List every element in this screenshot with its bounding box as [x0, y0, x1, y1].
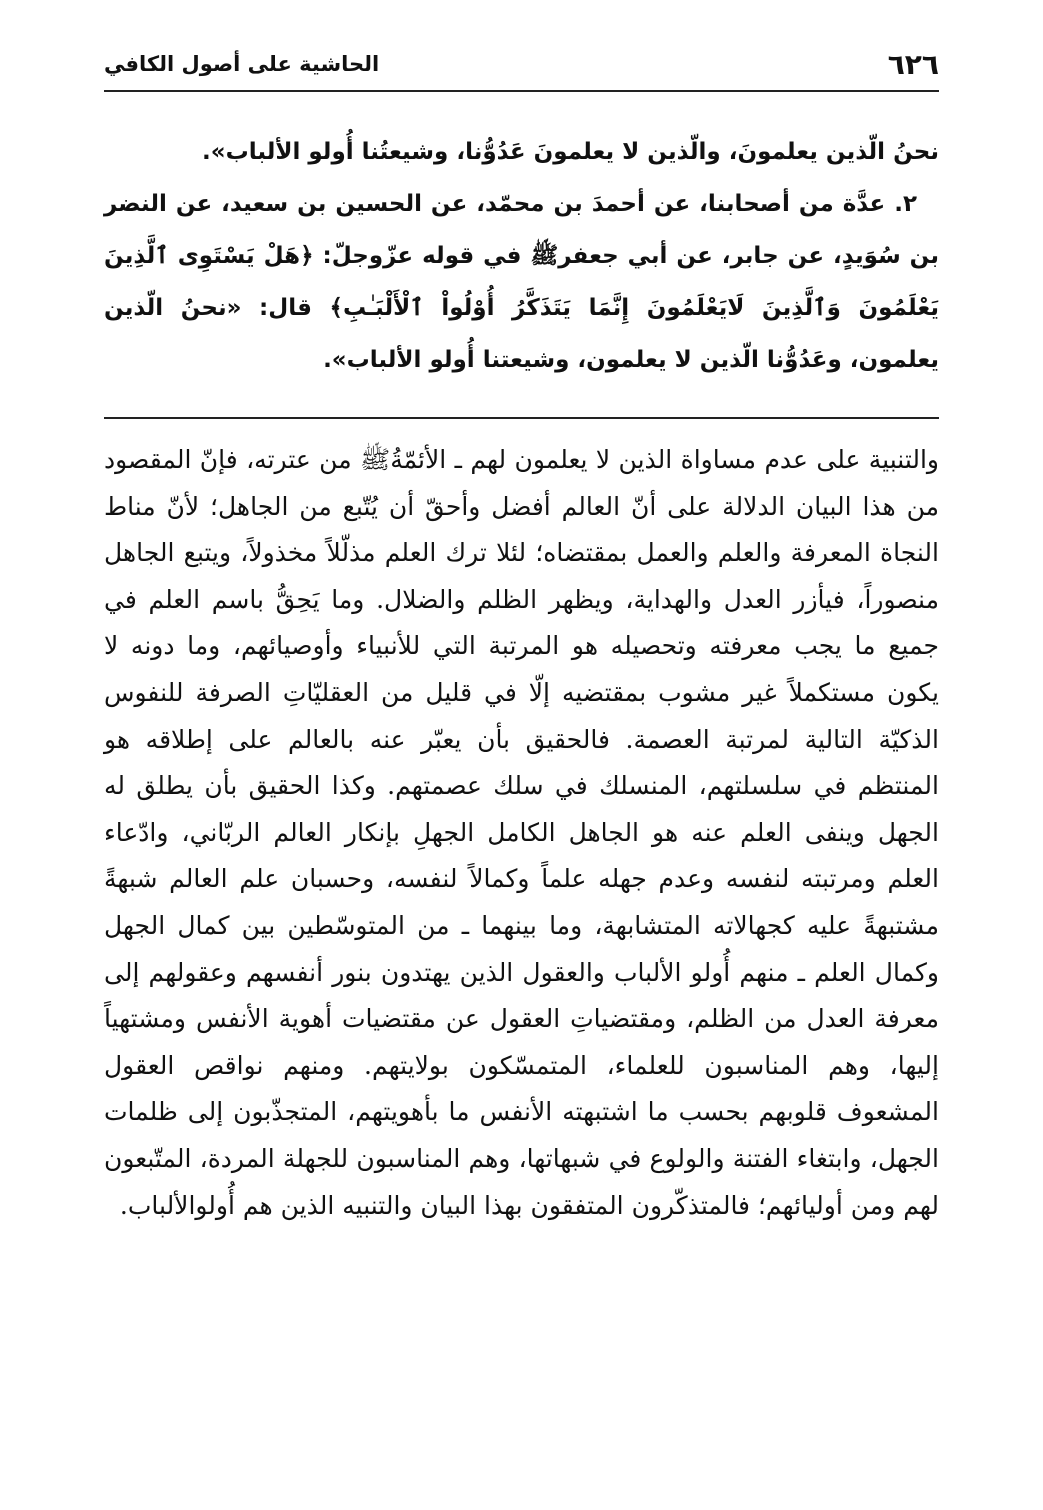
- page-number: ٦٢٦: [887, 48, 939, 81]
- footnote-divider: [104, 417, 939, 419]
- page-header: [104, 36, 939, 92]
- hadith-text: [104, 126, 939, 386]
- hadith-paragraph-1: نحنُ الّذين يعلمونَ، والّذين لا يعلمونَ عَدُوُّنا، وشيعتُنا أُولو الألباب».: [202, 139, 939, 165]
- commentary-paragraph: والتنبية على عدم مساواة الذين لا يعلمون لهم ـ الأئمّةُﷺ من عترته، فإنّ المقصود من هذا البيان الدلالة على أنّ العالم أفضل وأحقّ أن يُتّبع من الجاهل؛ لأنّ مناط النجاة المعرفة والعلم والعمل بمقتضاه؛ لئلا ترك العلم مذلّلاً مخذولاً، ويتبع الجاهل منصوراً، فيأزر العدل والهداية، ويظهر الظلم والضلال. وما يَحِقُّ باسم العلم في جميع ما يجب معرفته وتحصيله هو المرتبة التي للأنبياء وأوصيائهم، وما دونه لا يكون مستكملاً غير مشوب بمقتضيه إلّا في قليل من العقليّاتِ الصرفة للنفوس الذكيّة التالية لمرتبة العصمة. فالحقيق بأن يعبّر عنه بالعالم على إطلاقه هو المنتظم في سلسلتهم، المنسلك في سلك عصمتهم. وكذا الحقيق بأن يطلق له الجهل وينفى العلم عنه هو الجاهل الكامل الجهلِ بإنكار العالم الربّاني، وادّعاء العلم ومرتبته لنفسه وعدم جهله علماً وكمالاً لنفسه، وحسبان علم العالم شبهةً مشتبهةً عليه كجهالاته المتشابهة، وما بينهما ـ من المتوسّطين بين كمال الجهل وكمال العلم ـ منهم أُولو الألباب والعقول الذين يهتدون بنور أنفسهم وعقولهم إلى معرفة العدل من الظلم، ومقتضياتِ العقول عن مقتضيات أهوية الأنفس ومشتهياً إليها، وهم المناسبون للعلماء، المتمسّكون بولايتهم. ومنهم نواقص العقول المشعوف قلوبهم بحسب ما اشتبهته الأنفس ما بأهويتهم، المتجذّبون إلى ظلمات الجهل، وابتغاء الفتنة والولوع في شبهاتها، وهم المناسبون للجهلة المردة، المتّبعون لهم ومن أوليائهم؛ فالمتذكّرون المتفقون بهذا البيان والتنبيه الذين هم أُولوالألباب.: [104, 445, 939, 1220]
- running-title: الحاشية على أصول الكافي: [104, 52, 380, 76]
- commentary-text: [104, 437, 939, 1229]
- hadith-paragraph-2: ٢. عدَّة من أصحابنا، عن أحمدَ بن محمّد، عن الحسين بن سعيد، عن النضر بن سُوَيدٍ، عن جابر، عن أبي جعفرﷺ في قوله عزّوجلّ: ﴿هَلْ يَسْتَوِى ٱلَّذِينَ يَعْلَمُونَ وَٱلَّذِينَ لَايَعْلَمُونَ إِنَّمَا يَتَذَكَّرُ أُوْلُواْ ٱلْأَلْبَـٰبِ﴾ قال: «نحنُ الّذين يعلمون، وعَدُوُّنا الّذين لا يعلمون، وشيعتنا أُولو الألباب».: [104, 191, 939, 373]
